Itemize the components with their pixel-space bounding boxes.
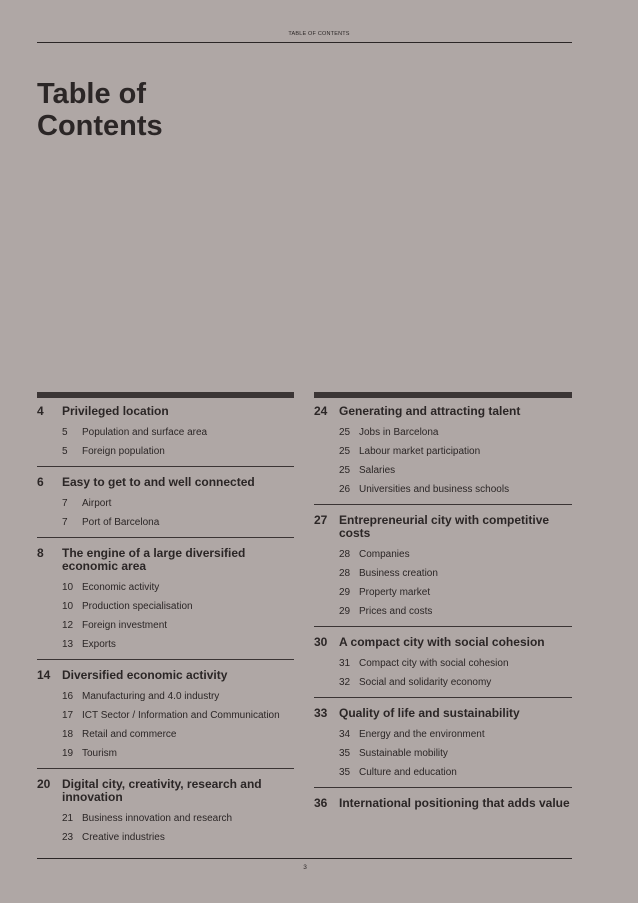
toc-entry-page-number: 10 (62, 582, 74, 593)
toc-entry-label: Salaries (359, 465, 396, 476)
toc-entry-page-number: 25 (339, 465, 351, 476)
toc-entry[interactable] (37, 498, 294, 510)
toc-entry-page-number: 32 (339, 677, 351, 688)
toc-section (37, 405, 294, 467)
toc-section-heading[interactable] (37, 476, 294, 489)
left-column-bar (37, 392, 294, 398)
toc-entry-label: Production specialisation (82, 601, 193, 612)
toc-section-page-number: 8 (37, 546, 44, 560)
toc-section-title: A compact city with social cohesion (339, 635, 545, 649)
toc-section-page-number: 4 (37, 404, 44, 418)
toc-section (314, 627, 572, 698)
toc-entry[interactable] (314, 549, 572, 561)
toc-entry-page-number: 25 (339, 427, 351, 438)
toc-section (37, 467, 294, 538)
toc-section-heading[interactable] (314, 636, 572, 649)
toc-section (314, 505, 572, 627)
toc-entry-page-number: 17 (62, 710, 74, 721)
toc-section-page-number: 30 (314, 635, 328, 649)
toc-entry[interactable] (37, 710, 294, 722)
toc-entry[interactable] (314, 446, 572, 458)
toc-entry[interactable] (314, 484, 572, 496)
toc-entry[interactable] (314, 587, 572, 599)
toc-section (37, 538, 294, 660)
toc-entry-page-number: 18 (62, 729, 74, 740)
toc-entry[interactable] (37, 446, 294, 458)
toc-entry[interactable] (314, 658, 572, 670)
toc-entry[interactable] (37, 582, 294, 594)
toc-section-title: The engine of a large diversified economic area (62, 546, 246, 573)
toc-section (314, 405, 572, 505)
toc-entry-label: Culture and education (359, 767, 457, 778)
toc-entry-label: Exports (82, 639, 116, 650)
toc-entry-page-number: 35 (339, 748, 351, 759)
toc-section-page-number: 6 (37, 475, 44, 489)
toc-right-column (314, 405, 572, 814)
toc-entry-page-number: 31 (339, 658, 351, 669)
toc-entry[interactable] (37, 748, 294, 760)
toc-section-page-number: 36 (314, 796, 328, 810)
toc-section-title: Privileged location (62, 404, 169, 418)
toc-entry-page-number: 34 (339, 729, 351, 740)
toc-entry[interactable] (37, 427, 294, 439)
footer-rule (37, 858, 572, 859)
toc-entry-label: Population and surface area (82, 427, 208, 438)
toc-entry-label: Economic activity (82, 582, 160, 593)
header-rule (37, 42, 572, 43)
toc-entry-page-number: 19 (62, 748, 74, 759)
toc-entry-label: Property market (359, 587, 431, 598)
toc-section-heading[interactable] (314, 797, 572, 810)
toc-section-title: Entrepreneurial city with competitive costs (339, 513, 550, 540)
toc-section (37, 769, 294, 852)
toc-section-heading[interactable] (314, 514, 572, 540)
toc-entry[interactable] (314, 748, 572, 760)
toc-entry-page-number: 12 (62, 620, 74, 631)
toc-entry-label: Creative industries (82, 832, 165, 843)
toc-section-page-number: 33 (314, 706, 328, 720)
toc-entry-label: Port of Barcelona (82, 517, 160, 528)
running-header: TABLE OF CONTENTS (288, 31, 350, 37)
toc-section (37, 660, 294, 769)
toc-entry[interactable] (314, 729, 572, 741)
toc-entry-label: Foreign population (82, 446, 165, 457)
toc-section-title: Diversified economic activity (62, 668, 228, 682)
toc-entry-page-number: 16 (62, 691, 74, 702)
toc-entry-label: Foreign investment (82, 620, 168, 631)
toc-entry-label: Jobs in Barcelona (359, 427, 439, 438)
toc-entry-page-number: 5 (62, 446, 68, 457)
toc-section-title: Easy to get to and well connected (62, 475, 255, 489)
toc-left-column (37, 405, 294, 852)
toc-section-title: Digital city, creativity, research and innovation (62, 777, 262, 804)
page-title-line-1: Table of (37, 78, 147, 110)
toc-entry-label: Business innovation and research (82, 813, 233, 824)
toc-entry-label: Airport (82, 498, 112, 509)
toc-section-heading[interactable] (37, 778, 294, 804)
toc-entry-page-number: 7 (62, 517, 68, 528)
toc-section-heading[interactable] (37, 547, 294, 573)
toc-entry[interactable] (37, 832, 294, 844)
toc-entry-label: Sustainable mobility (359, 748, 448, 759)
toc-section-heading[interactable] (314, 405, 572, 418)
toc-entry-page-number: 23 (62, 832, 74, 843)
toc-entry[interactable] (37, 517, 294, 529)
toc-entry[interactable] (37, 813, 294, 825)
toc-entry-page-number: 5 (62, 427, 68, 438)
toc-section-page-number: 27 (314, 513, 328, 527)
toc-entry-page-number: 29 (339, 587, 351, 598)
toc-section-heading[interactable] (37, 405, 294, 418)
toc-entry[interactable] (314, 677, 572, 689)
toc-section-page-number: 24 (314, 404, 328, 418)
page-title-line-2: Contents (37, 110, 163, 142)
right-column-bar (314, 392, 572, 398)
toc-section-page-number: 20 (37, 777, 51, 791)
toc-section-title: International positioning that adds value (339, 796, 570, 810)
toc-entry[interactable] (37, 601, 294, 613)
toc-entry-label: Retail and commerce (82, 729, 177, 740)
toc-entry[interactable] (314, 427, 572, 439)
toc-entry-label: Companies (359, 549, 410, 560)
toc-entry-label: Compact city with social cohesion (359, 658, 509, 669)
toc-entry[interactable] (314, 465, 572, 477)
toc-entry-label: Prices and costs (359, 606, 433, 617)
toc-section-heading[interactable] (37, 669, 294, 682)
toc-entry[interactable] (314, 767, 572, 779)
toc-entry-label: Universities and business schools (359, 484, 510, 495)
toc-section-title: Generating and attracting talent (339, 404, 521, 418)
toc-entry-page-number: 21 (62, 813, 74, 824)
toc-entry-page-number: 7 (62, 498, 68, 509)
toc-entry-page-number: 26 (339, 484, 351, 495)
toc-entry-label: Business creation (359, 568, 438, 579)
toc-entry-label: Energy and the environment (359, 729, 485, 740)
toc-entry-page-number: 13 (62, 639, 74, 650)
toc-section (314, 698, 572, 788)
toc-section-title: Quality of life and sustainability (339, 706, 520, 720)
toc-entry-label: Social and solidarity economy (359, 677, 492, 688)
toc-entry-page-number: 28 (339, 568, 351, 579)
toc-entry-label: Tourism (82, 748, 118, 759)
toc-section-page-number: 14 (37, 668, 51, 682)
toc-entry-page-number: 10 (62, 601, 74, 612)
toc-section-heading[interactable] (314, 707, 572, 720)
toc-entry[interactable] (314, 568, 572, 580)
toc-entry-label: ICT Sector / Information and Communication (82, 710, 280, 721)
toc-entry-label: Manufacturing and 4.0 industry (82, 691, 220, 702)
toc-entry[interactable] (37, 729, 294, 741)
toc-entry[interactable] (314, 606, 572, 618)
toc-entry[interactable] (37, 620, 294, 632)
toc-entry-page-number: 29 (339, 606, 351, 617)
toc-entry-page-number: 35 (339, 767, 351, 778)
toc-entry-page-number: 25 (339, 446, 351, 457)
toc-entry-page-number: 28 (339, 549, 351, 560)
toc-entry-label: Labour market participation (359, 446, 481, 457)
page-number: 3 (303, 864, 307, 871)
toc-entry[interactable] (37, 639, 294, 651)
page-title (37, 78, 163, 142)
toc-entry[interactable] (37, 691, 294, 703)
toc-section (314, 788, 572, 814)
